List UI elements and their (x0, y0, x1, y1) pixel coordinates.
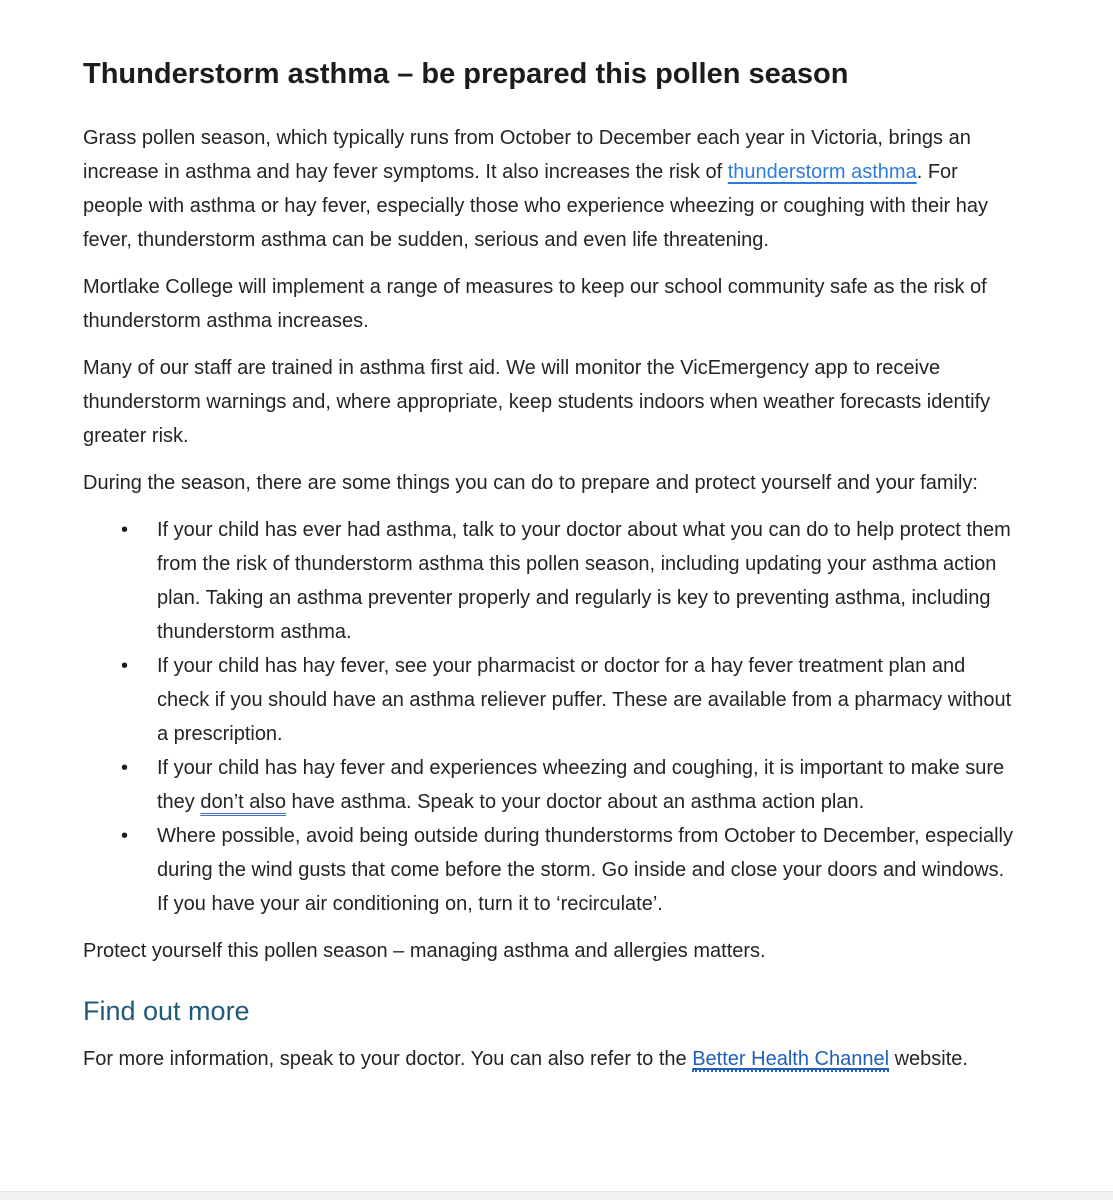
paragraph-staff: Many of our staff are trained in asthma first aid. We will monitor the VicEmergency app to receive thunderstorm warnings and, where appropriate, keep students indoors when weather forecasts identify greater risk. (83, 357, 991, 447)
page-bottom-edge (0, 1191, 1113, 1200)
paragraph-measures: Mortlake College will implement a range of measures to keep our school community safe as the risk of thunderstorm asthma increases. (83, 276, 987, 332)
thunderstorm-asthma-link[interactable]: thunderstorm asthma (727, 161, 917, 183)
list-item (157, 751, 1013, 819)
grammar-suggestion-marked-text[interactable]: don’t also (200, 791, 286, 813)
list-item: • Where possible, avoid being outside during thunderstorms from October to December, especially during the wind gusts that come before the storm. Go inside and close your doors and windows. If you have your air conditioning on, turn it to ‘recirculate’. (157, 819, 1013, 921)
list-item: • If your child has ever had asthma, talk to your doctor about what you can do to help protect them from the risk of thunderstorm asthma this pollen season, including updating your asthma action plan. Taking an asthma preventer properly and regularly is key to preventing asthma, including thunderstorm asthma. (157, 513, 1013, 649)
advice-bullet-list (83, 513, 1013, 921)
paragraph-text: For more information, speak to your doctor. You can also refer to the (83, 1048, 693, 1070)
list-item-text: If your child has hay fever and experiences wheezing and coughing, it is important to make sure they (157, 757, 1005, 813)
paragraph-text: website. (889, 1048, 968, 1070)
list-item-text: have asthma. Speak to your doctor about an asthma action plan. (285, 791, 865, 813)
document-content (83, 55, 1013, 1076)
list-item: • If your child has hay fever, see your pharmacist or doctor for a hay fever treatment plan and check if you should have an asthma reliever puffer. These are available from a pharmacy without a prescription. (157, 649, 1013, 751)
paragraph-closing: Protect yourself this pollen season – managing asthma and allergies matters. (83, 940, 766, 962)
page-title: Thunderstorm asthma – be prepared this pollen season (83, 58, 849, 90)
paragraph-intro (83, 121, 1013, 257)
paragraph-text: Grass pollen season, which typically runs from October to December each year in Victoria, brings an increase in asthma and hay fever symptoms. It also increases the risk of (83, 127, 971, 183)
find-out-more-heading: Find out more (83, 996, 250, 1026)
paragraph-during-season: During the season, there are some things you can do to prepare and protect yourself and your family: (83, 472, 978, 494)
paragraph-text: . For people with asthma or hay fever, especially those who experience wheezing or coughing with their hay fever, thunderstorm asthma can be sudden, serious and even life threatening. (83, 161, 988, 251)
paragraph-find-out-more (83, 1042, 1013, 1076)
better-health-channel-link[interactable]: Better Health Channel (692, 1048, 890, 1070)
